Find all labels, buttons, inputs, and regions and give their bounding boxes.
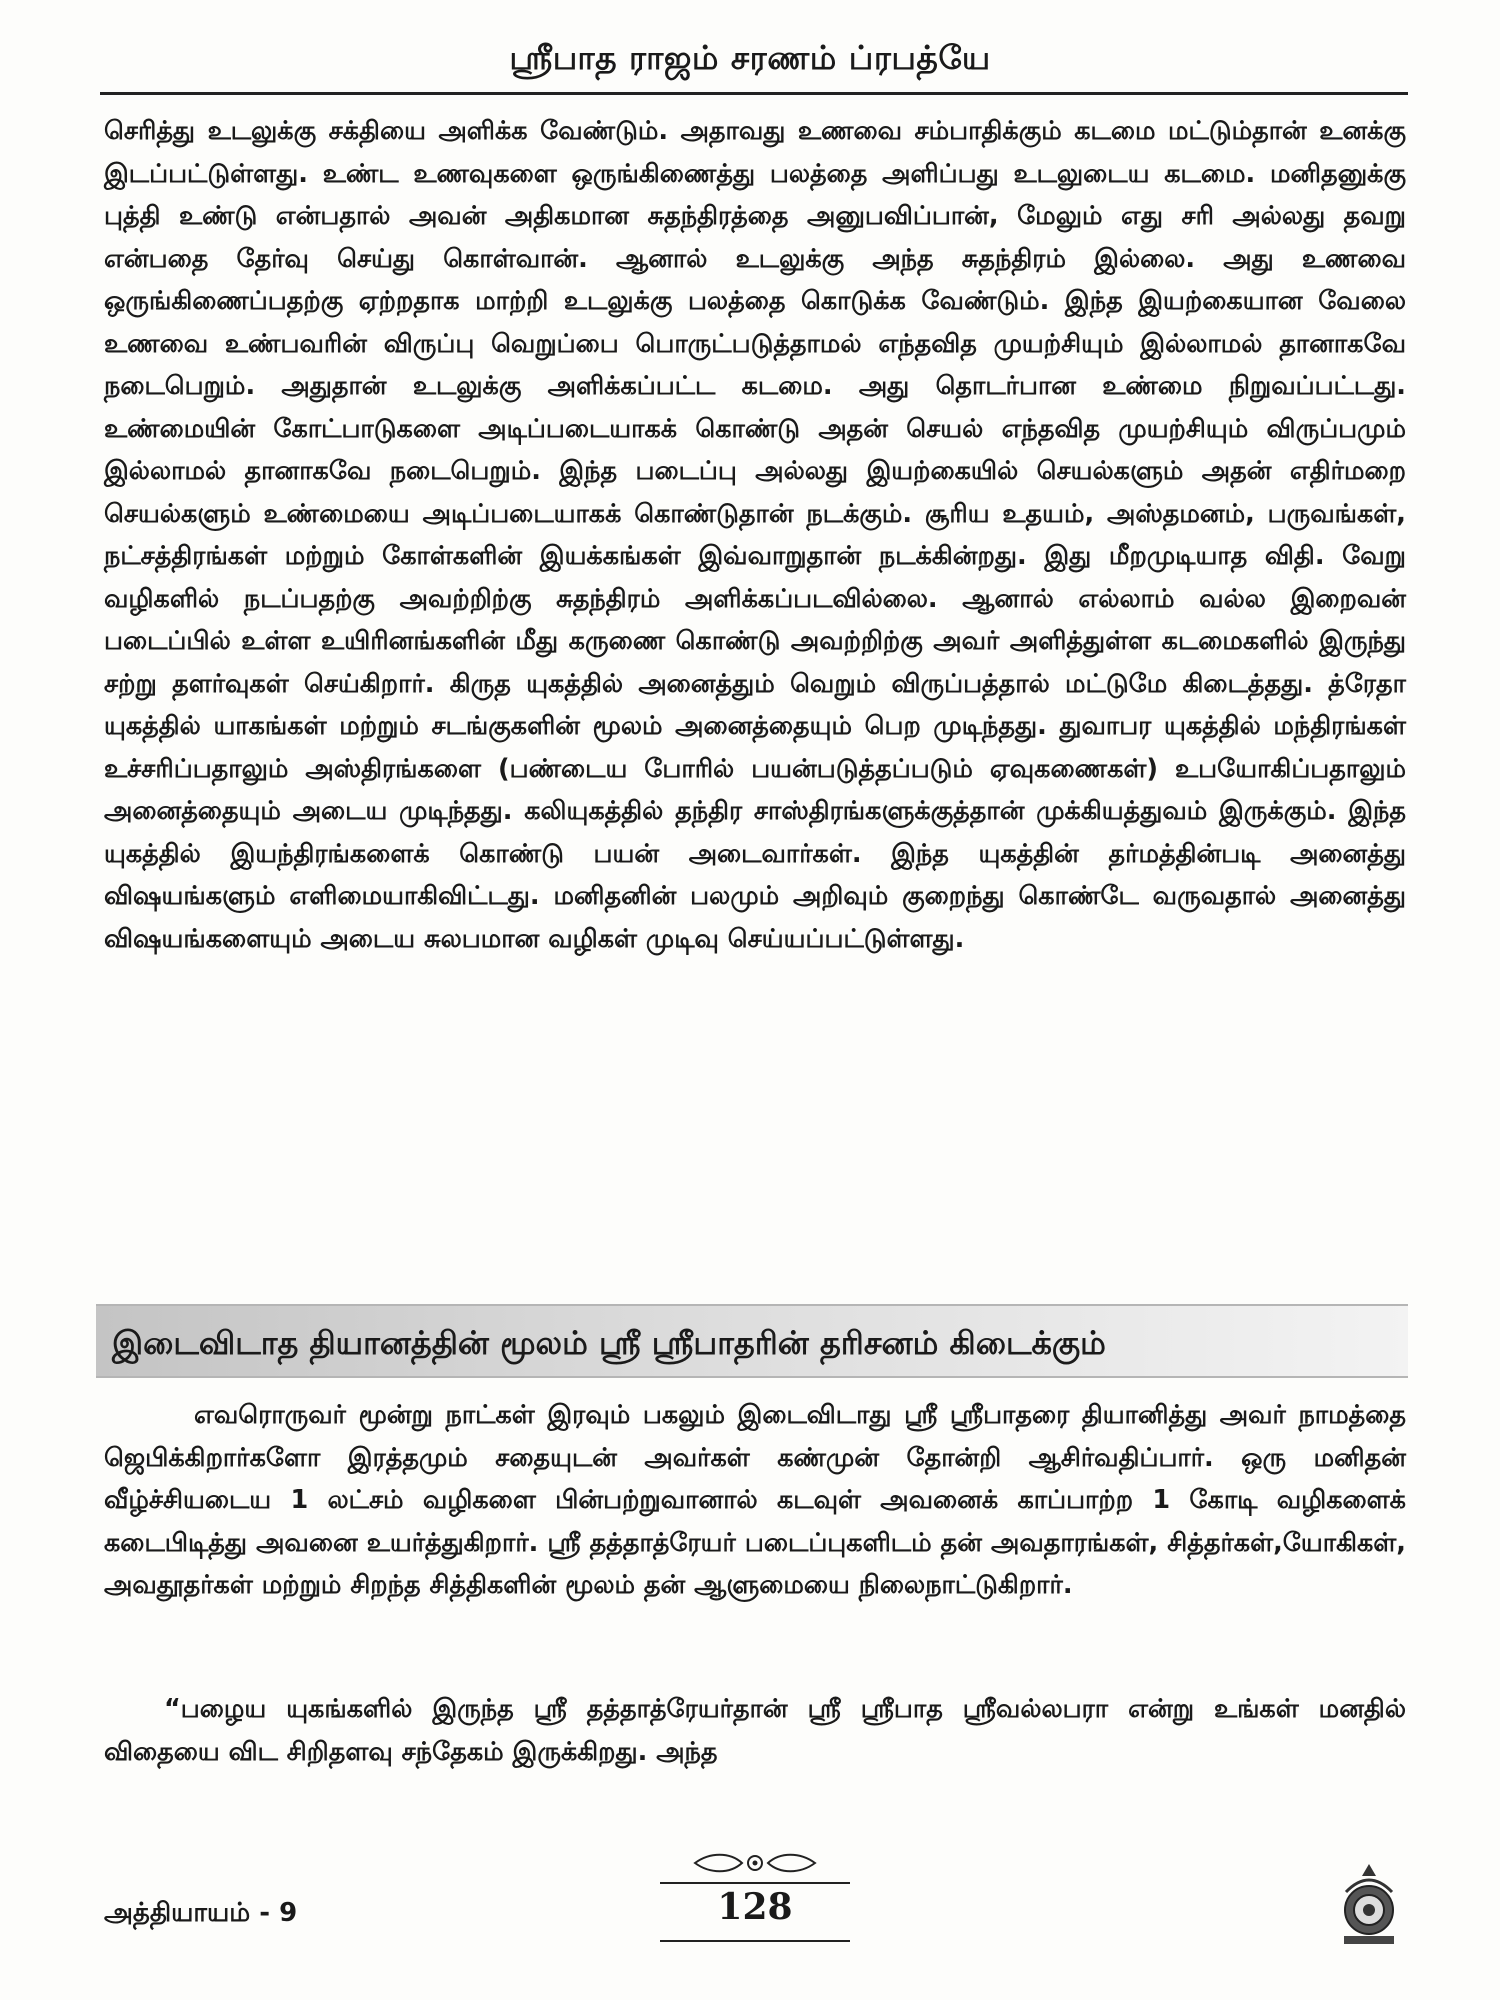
page-title: ஸ்ரீபாத ராஜம் சரணம் ப்ரபத்யே — [509, 38, 991, 77]
body-paragraph-2: எவரொருவர் மூன்று நாட்கள் இரவும் பகலும் இடைவிடாது ஸ்ரீ ஸ்ரீபாதரை தியானித்து அவர் நாமத்தை ஜெபிக்கிறார்களோ இரத்தமும் சதையுடன் அவர்கள் கண்முன் தோன்றி ஆசிர்வதிப்பார். ஒரு மனிதன் வீழ்ச்சியடைய 1 லட்சம் வழிகளை பின்பற்றுவானால் கடவுள் அவனைக் காப்பாற்ற 1 கோடி வழிகளைக் கடைபிடித்து அவனை உயர்த்துகிறார். ஸ்ரீ தத்தாத்ரேயர் படைப்புகளிடம் தன் அவதாரங்கள், சித்தர்கள்,யோகிகள், அவதூதர்கள் மற்றும் சிறந்த சித்திகளின் மூலம் தன் ஆளுமையை நிலைநாட்டுகிறார். — [104, 1400, 1406, 1600]
page-number-rule-top — [660, 1882, 850, 1884]
header-divider — [100, 92, 1408, 95]
chapter-label: அத்தியாயம் - 9 — [104, 1898, 298, 1928]
page-number: 128 — [717, 1886, 793, 1928]
body-paragraph-1: செரித்து உடலுக்கு சக்தியை அளிக்க வேண்டும். அதாவது உணவை சம்பாதிக்கும் கடமை மட்டும்தான் உனக்கு இடப்பட்டுள்ளது. உண்ட உணவுகளை ஒருங்கிணைத்து பலத்தை அளிப்பது உடலுடைய கடமை. மனிதனுக்கு புத்தி உண்டு என்பதால் அவன் அதிகமான சுதந்திரத்தை அனுபவிப்பான், மேலும் எது சரி அல்லது தவறு என்பதை தேர்வு செய்து கொள்வான். ஆனால் உடலுக்கு அந்த சுதந்திரம் இல்லை. அது உணவை ஒருங்கிணைப்பதற்கு ஏற்றதாக மாற்றி உடலுக்கு பலத்தை கொடுக்க வேண்டும். இந்த இயற்கையான வேலை உணவை உண்பவரின் விருப்பு வெறுப்பை பொருட்படுத்தாமல் எந்தவித முயற்சியும் இல்லாமல் தானாகவே நடைபெறும். அதுதான் உடலுக்கு அளிக்கப்பட்ட கடமை. அது தொடர்பான உண்மை நிறுவப்பட்டது. உண்மையின் கோட்பாடுகளை அடிப்படையாகக் கொண்டு அதன் செயல் எந்தவித முயற்சியும் விருப்பமும் இல்லாமல் தானாகவே நடைபெறும். இந்த படைப்பு அல்லது இயற்கையில் செயல்களும் அதன் எதிர்மறை செயல்களும் உண்மையை அடிப்படையாகக் கொண்டுதான் நடக்கும். சூரிய உதயம், அஸ்தமனம், பருவங்கள், நட்சத்திரங்கள் மற்றும் கோள்களின் இயக்கங்கள் இவ்வாறுதான் நடக்கின்றது. இது மீறமுடியாத விதி. வேறு வழிகளில் நடப்பதற்கு அவற்றிற்கு சுதந்திரம் அளிக்கப்படவில்லை. ஆனால் எல்லாம் வல்ல இறைவன் படைப்பில் உள்ள உயிரினங்களின் மீது கருணை கொண்டு அவற்றிற்கு அவர் அளித்துள்ள கடமைகளில் இருந்து சற்று தளர்வுகள் செய்கிறார். கிருத யுகத்தில் அனைத்தும் வெறும் விருப்பத்தால் மட்டுமே கிடைத்தது. த்ரேதா யுகத்தில் யாகங்கள் மற்றும் சடங்குகளின் மூலம் அனைத்தையும் பெற முடிந்தது. துவாபர யுகத்தில் மந்திரங்கள் உச்சரிப்பதாலும் அஸ்திரங்களை (பண்டைய போரில் பயன்படுத்தப்படும் ஏவுகணைகள்) உபயோகிப்பதாலும் அனைத்தையும் அடைய முடிந்தது. கலியுகத்தில் தந்திர சாஸ்திரங்களுக்குத்தான் முக்கியத்துவம் இருக்கும். இந்த யுகத்தில் இயந்திரங்களைக் கொண்டு பயன் அடைவார்கள். இந்த யுகத்தின் தர்மத்தின்படி அனைத்து விஷயங்களும் எளிமையாகிவிட்டது. மனிதனின் பலமும் அறிவும் குறைந்து கொண்டே வருவதால் அனைத்து விஷயங்களையும் அடைய சுலபமான வழிகள் முடிவு செய்யப்பட்டுள்ளது. — [104, 116, 1406, 954]
section-heading: இடைவிடாத தியானத்தின் மூலம் ஸ்ரீ ஸ்ரீபாதரின் தரிசனம் கிடைக்கும் — [96, 1304, 1408, 1378]
page-number-rule-bottom — [660, 1940, 850, 1942]
emblem-seal-icon — [1338, 1862, 1400, 1946]
ornament-flourish-icon — [690, 1850, 820, 1876]
body-paragraph-3: “பழைய யுகங்களில் இருந்த ஸ்ரீ தத்தாத்ரேயர்தான் ஸ்ரீ ஸ்ரீபாத ஸ்ரீவல்லபரா என்று உங்கள் மனதில் விதையை விட சிறிதளவு சந்தேகம் இருக்கிறது. அந்த — [104, 1694, 1406, 1767]
